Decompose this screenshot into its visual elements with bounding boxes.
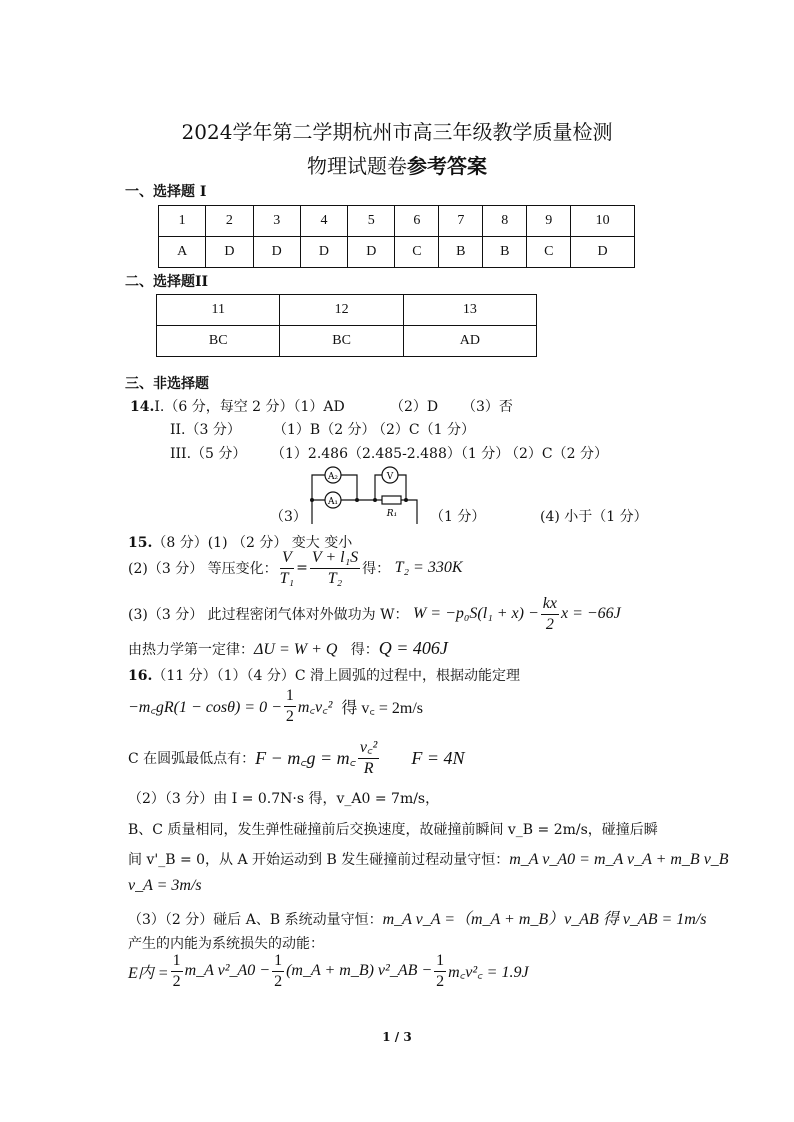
question-number-cell: 10 (571, 206, 635, 237)
frac-num: v꜀² (358, 738, 379, 759)
q16-va-result: v_A = 3m/s (128, 877, 202, 894)
q16-energy-eq (128, 685, 423, 727)
formula-part: F − m꜀g = m꜀ (255, 748, 356, 768)
title-line1: 2024学年第二学期杭州市高三年级教学质量检测 (181, 120, 613, 144)
q-number: 15. (128, 535, 153, 551)
q15-part2: (2)（3 分） 等压变化： $\frac{V}{\text{T₁}}$ = $\frac{\text{V + l₁S}}{\text{T₂}}$ 得： T₂ = 330K (128, 548, 463, 587)
q15-law-label: 由热力学第一定律： (128, 642, 254, 658)
formula-label: C 在圆弧最低点有： (128, 751, 256, 767)
frac-den: 2 (436, 972, 445, 990)
formula-part: m꜀v꜀² (297, 699, 333, 716)
q15-work-result: x = −66J (560, 605, 621, 622)
q16-force-eq (128, 737, 465, 779)
q15-t2-result: T₂ = 330K (394, 559, 463, 576)
question-number-cell: 1 (159, 206, 206, 237)
frac-num: V (280, 548, 294, 569)
q16-part2: （2）（3 分）由 I = 0.7N·s 得，v_A0 = 7m/s， (128, 791, 440, 807)
q16-vc-result: 得 v꜀ = 2m/s (341, 699, 424, 717)
question-number-cell: 9 (527, 206, 571, 237)
q16-part3-line2: 产生的内能为系统损失的动能： (128, 936, 324, 952)
question-number-cell: 13 (403, 295, 536, 326)
question-number-cell: 4 (300, 206, 347, 237)
q15-work-formula: W = −p₀S(l₁ + x) − (412, 605, 539, 622)
q-number: 16. (128, 668, 153, 684)
question-number-cell: 8 (483, 206, 527, 237)
answer-cell: D (206, 237, 253, 268)
ammeter-a1-label: A₁ (327, 497, 339, 507)
q15-q-result: Q = 406J (378, 638, 448, 658)
frac-num: 1 (284, 686, 296, 707)
q16-force-result: F = 4N (411, 747, 465, 768)
title-answer: 参考答案 (407, 154, 487, 178)
question-number-cell: 12 (280, 295, 403, 326)
q-number: 14. (130, 399, 155, 415)
answer-cell: D (300, 237, 347, 268)
q16-part2-line2: B、C 质量相同，发生弹性碰撞前后交换速度，故碰撞前瞬间 v_B = 2m/s，碰撞后瞬 (128, 822, 658, 838)
frac-num: 1 (434, 951, 446, 972)
question-number-cell: 2 (206, 206, 253, 237)
section3-heading: 三、非选择题 (125, 376, 209, 392)
answer-cell: C (395, 237, 439, 268)
answer-table-2 (156, 294, 537, 357)
answer-cell: A (159, 237, 206, 268)
q14-part3-1: （1）2.486（2.485-2.488）（1 分） (271, 446, 510, 462)
q16-part3: （3）（2 分）碰后 A、B 系统动量守恒： (128, 912, 383, 928)
frac-den: 2 (545, 615, 554, 633)
frac-num: 1 (272, 951, 284, 972)
ammeter-a2-label: A₂ (327, 472, 339, 482)
q14-part2: II.（3 分） (170, 422, 241, 438)
q16-part2-line3: 间 v'_B = 0，从 A 开始运动到 B 发生碰撞前过程动量守恒： (128, 852, 510, 868)
answer-cell: C (527, 237, 571, 268)
q15-part1: （8 分）(1) （2 分） 变大 变小 (152, 535, 353, 551)
q14-part1-2: （2）D (390, 399, 439, 415)
section1-heading: 一、选择题 I (125, 184, 207, 200)
answer-cell: D (571, 237, 635, 268)
answer-cell: D (348, 237, 395, 268)
q14-part3-2: （2）C（2 分） (505, 446, 608, 462)
q15-get: 得： (362, 561, 391, 577)
question-number-cell: 5 (348, 206, 395, 237)
q16-internal-energy-eq (128, 950, 529, 992)
q14-part3: III.（5 分） (170, 446, 247, 462)
formula-part: −m꜀gR(1 − cosθ) = 0 − (128, 699, 282, 716)
frac-den: 2 (172, 972, 181, 990)
frac-num: 1 (171, 951, 183, 972)
resistor-label: R₁ (386, 509, 398, 519)
frac-num: kx (541, 594, 559, 615)
answer-cell: BC (280, 326, 403, 357)
frac-den: T₁ (279, 569, 295, 587)
q15-first-law: ΔU = W + Q (254, 641, 338, 658)
formula-part: (m_A + m_B) v²_AB − (286, 962, 433, 979)
q15-part3 (128, 594, 621, 634)
q14-part1-3: （3）否 (462, 399, 513, 415)
q15-part2-label: (2)（3 分） 等压变化： (128, 561, 278, 577)
question-number-cell: 3 (253, 206, 300, 237)
formula-part: E内 = (128, 964, 169, 982)
answer-cell: D (253, 237, 300, 268)
q14-part2-1: （1）B（2 分） (273, 422, 376, 438)
frac-num: V + l₁S (310, 548, 360, 569)
q14-part3-4: (4) 小于（1 分） (540, 509, 648, 525)
title-subject: 物理试题卷 (307, 154, 407, 178)
question-number-cell: 7 (439, 206, 483, 237)
q16-momentum-eq: m_A v_A0 = m_A v_A + m_B v_B (509, 851, 729, 868)
q16-vab-eq: m_A v_A =（m_A + m_B）v_AB 得 v_AB = 1m/s (382, 911, 707, 928)
page-number: 1 / 3 (382, 1030, 412, 1044)
q14-part3-3: （3） (270, 509, 307, 525)
q14-part3-3-score: （1 分） (430, 509, 486, 525)
answer-cell: B (483, 237, 527, 268)
circuit-diagram (300, 460, 430, 524)
frac-den: T₂ (327, 569, 343, 587)
answer-cell: AD (403, 326, 536, 357)
frac-den: R (363, 759, 374, 777)
section2-heading: 二、选择题II (125, 274, 209, 290)
formula-part: m_A v²_A0 − (184, 962, 271, 979)
voltmeter-label: V (386, 472, 394, 482)
q15-part3-label: (3)（3 分） 此过程密闭气体对外做功为 W： (128, 607, 409, 623)
title-line2 (0, 150, 794, 179)
frac-den: 2 (285, 707, 294, 725)
question-number-cell: 6 (395, 206, 439, 237)
answer-cell: BC (157, 326, 280, 357)
question-number-cell: 11 (157, 295, 280, 326)
q14-part1: I.（6 分，每空 2 分）（1）AD (154, 399, 345, 415)
q14-part2-2: （2）C（1 分） (372, 422, 475, 438)
q15-get: 得： (350, 642, 379, 658)
answer-table-1 (158, 205, 635, 268)
q16-part1: （11 分）（1）（4 分）C 滑上圆弧的过程中，根据动能定理 (152, 668, 521, 684)
q16-energy-result: m꜀v²꜀ = 1.9J (448, 964, 529, 981)
frac-den: 2 (274, 972, 283, 990)
answer-cell: B (439, 237, 483, 268)
